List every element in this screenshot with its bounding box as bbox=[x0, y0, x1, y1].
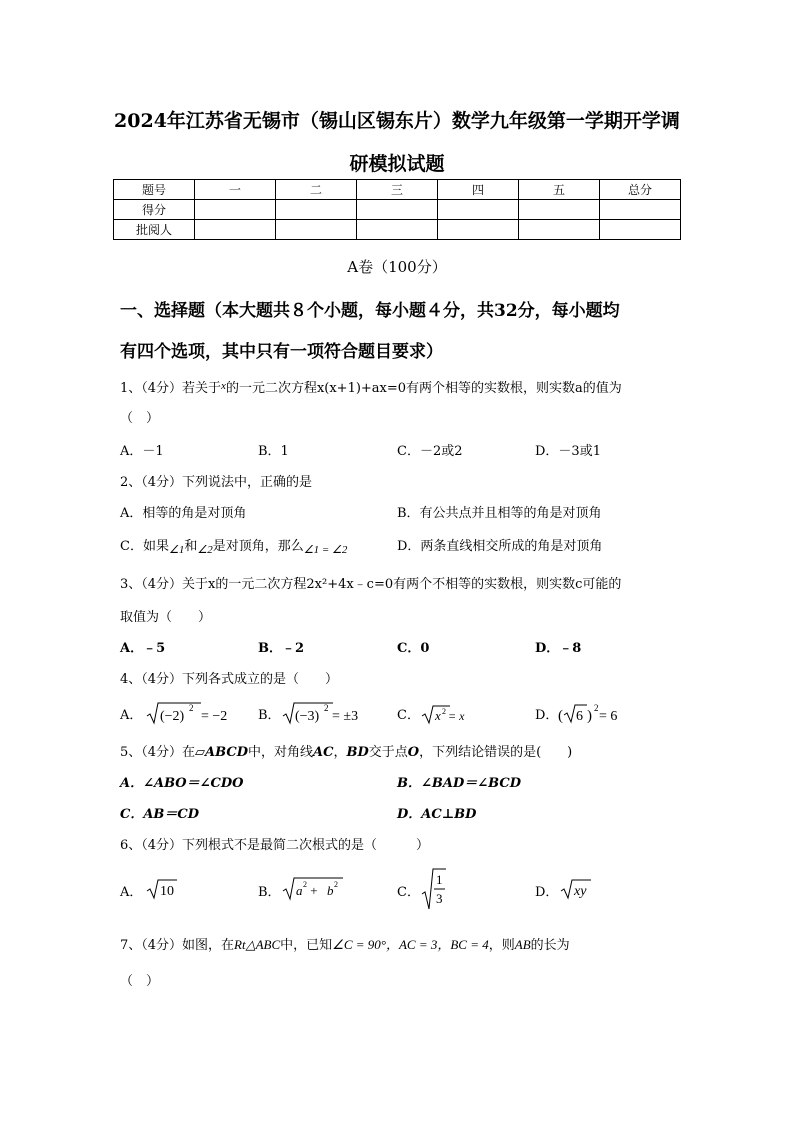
radicand: 6 bbox=[576, 709, 583, 724]
q6-option-c-math bbox=[420, 866, 450, 912]
q5-diagonal-ac: AC bbox=[313, 745, 334, 760]
q4-option-d-label: D． bbox=[535, 708, 559, 723]
equation-rhs: = −2 bbox=[201, 709, 228, 724]
q4-option-c-math bbox=[420, 700, 490, 728]
header-cell: 题号 bbox=[114, 180, 195, 200]
equation-rhs: = ±3 bbox=[332, 709, 359, 724]
q5-text: 5、（4分）在▱ bbox=[120, 745, 206, 760]
q7-segment-ab: AB bbox=[514, 937, 531, 952]
radicand: (−3) bbox=[295, 709, 320, 724]
q6-option-a-label: A． bbox=[120, 885, 143, 900]
exponent: 2 bbox=[442, 707, 446, 716]
reviewer-row bbox=[114, 220, 681, 240]
exponent: 2 bbox=[334, 880, 338, 889]
q2c-angle-1: ∠1 bbox=[168, 544, 185, 556]
volume-heading: A卷（100分） bbox=[347, 258, 447, 276]
q4-option-c-label: C． bbox=[397, 708, 420, 723]
reviewer-cell bbox=[195, 220, 276, 240]
q5-text: ，下列结论错误的是( ) bbox=[419, 745, 573, 760]
term-a: a bbox=[296, 883, 303, 898]
equation-rhs: = x bbox=[448, 709, 465, 723]
q7-text: 的长为 bbox=[530, 938, 570, 953]
q2c-text: 和 bbox=[184, 539, 198, 554]
q2c-text: 是对顶角，那么 bbox=[212, 539, 304, 554]
equation-rhs: = 6 bbox=[599, 709, 618, 724]
q6-option-c-label: C． bbox=[397, 885, 420, 900]
header-cell: 二 bbox=[276, 180, 357, 200]
q1-option-d: D．－3或1 bbox=[535, 444, 601, 459]
exponent: 2 bbox=[324, 703, 329, 713]
question-6: 6、（4分）下列根式不是最简二次根式的是（ ） bbox=[120, 838, 430, 853]
q7-given: ∠C = 90°，AC = 3，BC = 4 bbox=[332, 937, 489, 952]
q5-text: 交于点 bbox=[368, 745, 408, 760]
score-cell bbox=[276, 200, 357, 220]
question-7-blank: （ ） bbox=[120, 974, 160, 989]
open-paren: ( bbox=[558, 708, 563, 724]
score-cell bbox=[519, 200, 600, 220]
reviewer-cell bbox=[276, 220, 357, 240]
radicand: xy bbox=[574, 884, 587, 899]
radicand: (−2) bbox=[160, 709, 185, 724]
reviewer-cell bbox=[600, 220, 681, 240]
exponent: 2 bbox=[189, 703, 194, 713]
q3-option-c: C．0 bbox=[397, 641, 430, 656]
q2-option-d: D．两条直线相交所成的角是对顶角 bbox=[397, 539, 603, 554]
score-table bbox=[113, 179, 681, 240]
score-row bbox=[114, 200, 681, 220]
title-line-1: 2024年江苏省无锡市（锡山区锡东片）数学九年级第一学期开学调 bbox=[114, 110, 680, 132]
q3-option-d: D．﹣8 bbox=[535, 641, 582, 656]
q1-option-a: A．－1 bbox=[120, 444, 164, 459]
q1-text-pre: 1、（4分）若关于 bbox=[120, 381, 222, 396]
header-cell: 四 bbox=[438, 180, 519, 200]
q5-option-c: C．AB＝CD bbox=[120, 807, 200, 822]
question-2: 2、（4分）下列说法中，正确的是 bbox=[120, 475, 313, 490]
q6-option-a-math bbox=[145, 875, 185, 903]
q4-option-a-math bbox=[145, 700, 245, 728]
question-4: 4、（4分）下列各式成立的是（ ） bbox=[120, 672, 339, 687]
q5-option-b: B．∠BAD＝∠BCD bbox=[397, 776, 521, 791]
q6-option-b-math bbox=[281, 873, 351, 903]
exponent: 2 bbox=[594, 703, 599, 713]
exponent: 2 bbox=[303, 880, 307, 889]
q2-option-c bbox=[120, 535, 347, 556]
header-cell: 五 bbox=[519, 180, 600, 200]
term-b: b bbox=[327, 883, 334, 898]
q4-option-d-math bbox=[557, 700, 657, 728]
q7-triangle: Rt△ABC bbox=[234, 937, 281, 952]
close-paren: ) bbox=[587, 708, 592, 724]
q2c-equation: ∠1 = ∠2 bbox=[303, 544, 348, 556]
q4-option-b-math bbox=[281, 700, 376, 728]
q6-option-d-math bbox=[559, 875, 599, 903]
question-3-line-2: 取值为（ ） bbox=[120, 610, 212, 625]
q5-diagonal-bd: BD bbox=[346, 745, 369, 760]
section-heading-line-1: 一、选择题（本大题共８个小题，每小题４分，共32分，每小题均 bbox=[120, 301, 620, 321]
header-cell: 一 bbox=[195, 180, 276, 200]
question-7 bbox=[120, 934, 570, 953]
row-label: 批阅人 bbox=[114, 220, 195, 240]
q1-variable: x bbox=[221, 380, 226, 392]
section-heading-line-2: 有四个选项，其中只有一项符合题目要求） bbox=[120, 342, 443, 362]
q5-parallelogram: ABCD bbox=[205, 745, 248, 760]
q6-option-d-label: D． bbox=[535, 885, 559, 900]
reviewer-cell bbox=[438, 220, 519, 240]
q7-text: 中，已知 bbox=[280, 938, 333, 953]
title-line-2: 研模拟试题 bbox=[349, 153, 445, 175]
q2c-angle-2: ∠2 bbox=[197, 544, 213, 556]
q2c-text: C．如果 bbox=[120, 539, 169, 554]
q4-option-a-label: A． bbox=[120, 708, 143, 723]
radicand: 10 bbox=[160, 884, 174, 899]
q3-option-a: A．﹣5 bbox=[120, 641, 166, 656]
q7-text: ，则 bbox=[488, 938, 515, 953]
reviewer-cell bbox=[519, 220, 600, 240]
q3-option-b: B．﹣2 bbox=[258, 641, 305, 656]
q5-option-d: D．AC⊥BD bbox=[397, 807, 477, 822]
header-cell: 三 bbox=[357, 180, 438, 200]
question-5 bbox=[120, 741, 572, 760]
fraction-numerator: 1 bbox=[436, 872, 443, 887]
q1-text-post: 的一元二次方程x(x+1)+ax=0有两个相等的实数根，则实数a的值为 bbox=[225, 381, 622, 396]
plus-sign: + bbox=[307, 883, 321, 898]
score-table-header bbox=[114, 180, 681, 200]
q7-text: 7、（4分）如图，在 bbox=[120, 938, 235, 953]
reviewer-cell bbox=[357, 220, 438, 240]
question-3: 3、（4分）关于x的一元二次方程2x²+4x﹣c=0有两个不相等的实数根，则实数c可能的 bbox=[120, 577, 622, 592]
q2-option-b: B．有公共点并且相等的角是对顶角 bbox=[397, 506, 602, 521]
header-cell: 总分 bbox=[600, 180, 681, 200]
radicand: x bbox=[435, 708, 441, 723]
q1-option-b: B．1 bbox=[258, 444, 289, 459]
q4-option-b-label: B． bbox=[258, 708, 281, 723]
score-cell bbox=[600, 200, 681, 220]
q6-option-b-label: B． bbox=[258, 885, 281, 900]
row-label: 得分 bbox=[114, 200, 195, 220]
q1-option-c: C．－2或2 bbox=[397, 444, 463, 459]
q2-option-a: A．相等的角是对顶角 bbox=[120, 506, 247, 521]
q5-point-o: O bbox=[407, 745, 420, 760]
score-cell bbox=[195, 200, 276, 220]
question-1 bbox=[120, 377, 622, 396]
score-cell bbox=[438, 200, 519, 220]
fraction-denominator: 3 bbox=[436, 891, 443, 906]
q5-text: 中，对角线 bbox=[247, 745, 313, 760]
question-1-blank: （ ） bbox=[120, 411, 160, 426]
q5-text: ， bbox=[333, 745, 347, 760]
score-cell bbox=[357, 200, 438, 220]
q5-option-a: A．∠ABO＝∠CDO bbox=[120, 776, 244, 791]
